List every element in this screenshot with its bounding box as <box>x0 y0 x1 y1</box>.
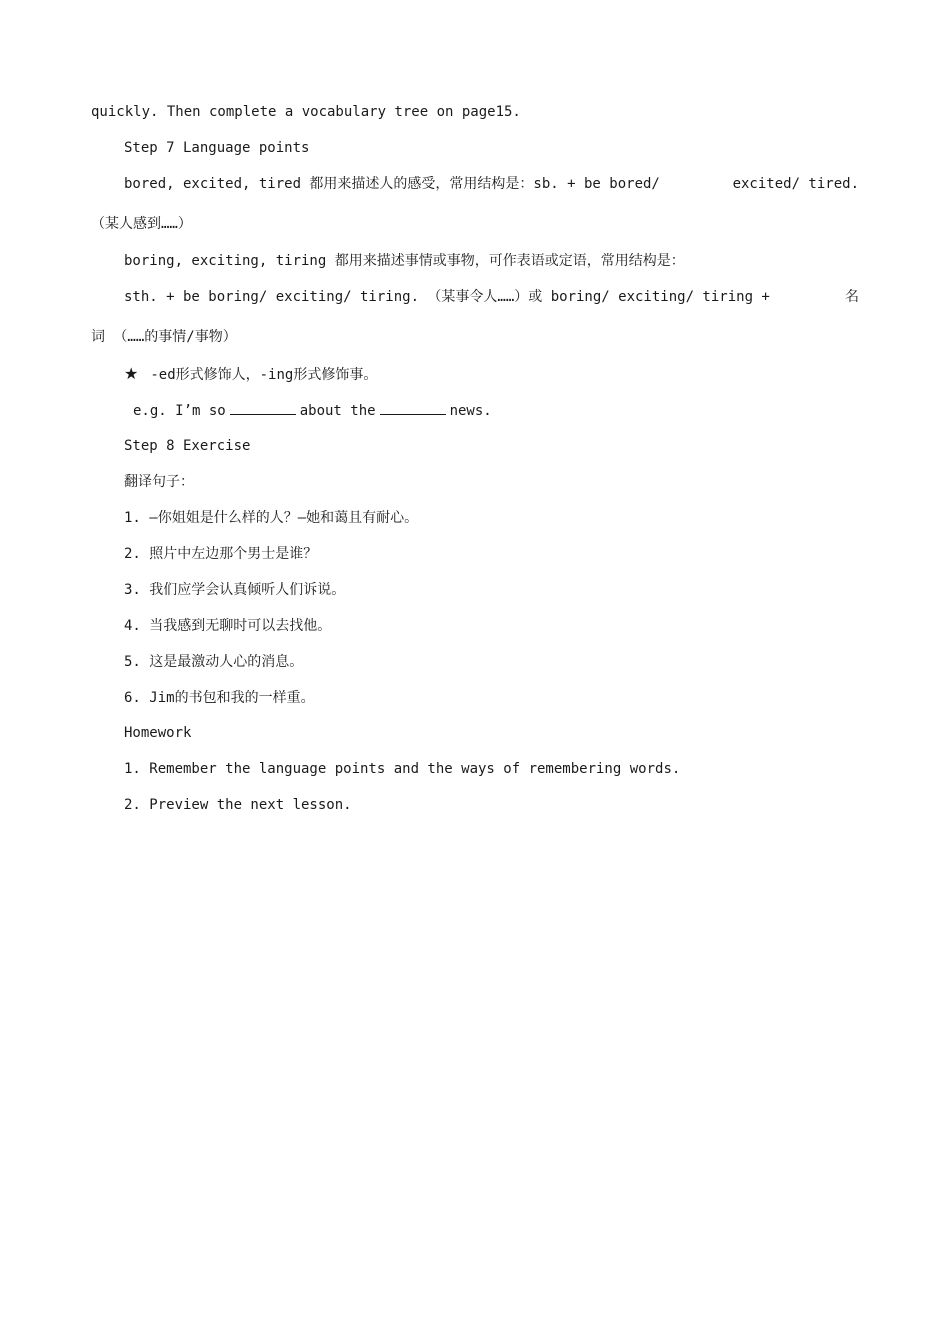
text-line-example <box>133 400 492 420</box>
homework-item-2: 2. Preview the next lesson. <box>124 797 352 813</box>
text-segment: sth. + be boring/ exciting/ tiring. （某事令人……）或 boring/ exciting/ tiring + <box>124 289 770 305</box>
example-part: news. <box>449 403 492 419</box>
heading-step-7: Step 7 Language points <box>124 140 310 156</box>
homework-item-1: 1. Remember the language points and the ways of remembering words. <box>124 761 681 777</box>
exercise-item-5: 5. 这是最激动人心的消息。 <box>124 654 304 670</box>
text-line-translate: 翻译句子： <box>124 474 194 490</box>
exercise-item-2: 2. 照片中左边那个男士是谁？ <box>124 546 318 562</box>
star-icon: ★ <box>124 364 139 383</box>
exercise-item-1: 1. —你姐姐是什么样的人？—她和蔼且有耐心。 <box>124 510 419 526</box>
text-line-noun: 词 （……的事情/事物） <box>91 329 237 345</box>
text-segment: bored, excited, tired 都用来描述人的感受，常用结构是：sb. + be bored/ <box>124 176 660 192</box>
text-line-adjectives-ed <box>124 174 859 194</box>
text-line-someone-feels: （某人感到……） <box>91 216 192 232</box>
text-segment: 名 <box>845 289 859 305</box>
heading-homework: Homework <box>124 725 192 741</box>
rule-text: -ed形式修饰人，-ing形式修饰事。 <box>150 367 378 383</box>
text-line-vocabulary-tree: quickly. Then complete a vocabulary tree on page15. <box>91 104 521 120</box>
text-segment: excited/ tired. <box>732 176 859 192</box>
fill-in-blank <box>230 400 296 415</box>
exercise-item-6: 6. Jim的书包和我的一样重。 <box>124 690 315 706</box>
exercise-item-3: 3. 我们应学会认真倾听人们诉说。 <box>124 582 346 598</box>
heading-step-8: Step 8 Exercise <box>124 438 251 454</box>
text-line-rule <box>124 364 377 384</box>
fill-in-blank <box>380 400 446 415</box>
example-part: about the <box>299 403 376 419</box>
text-line-adjectives-ing: boring, exciting, tiring 都用来描述事情或事物，可作表语或定语，常用结构是： <box>124 253 685 269</box>
example-part: e.g. I’m so <box>133 403 226 419</box>
exercise-item-4: 4. 当我感到无聊时可以去找他。 <box>124 618 332 634</box>
text-line-structure-sth <box>124 287 859 307</box>
